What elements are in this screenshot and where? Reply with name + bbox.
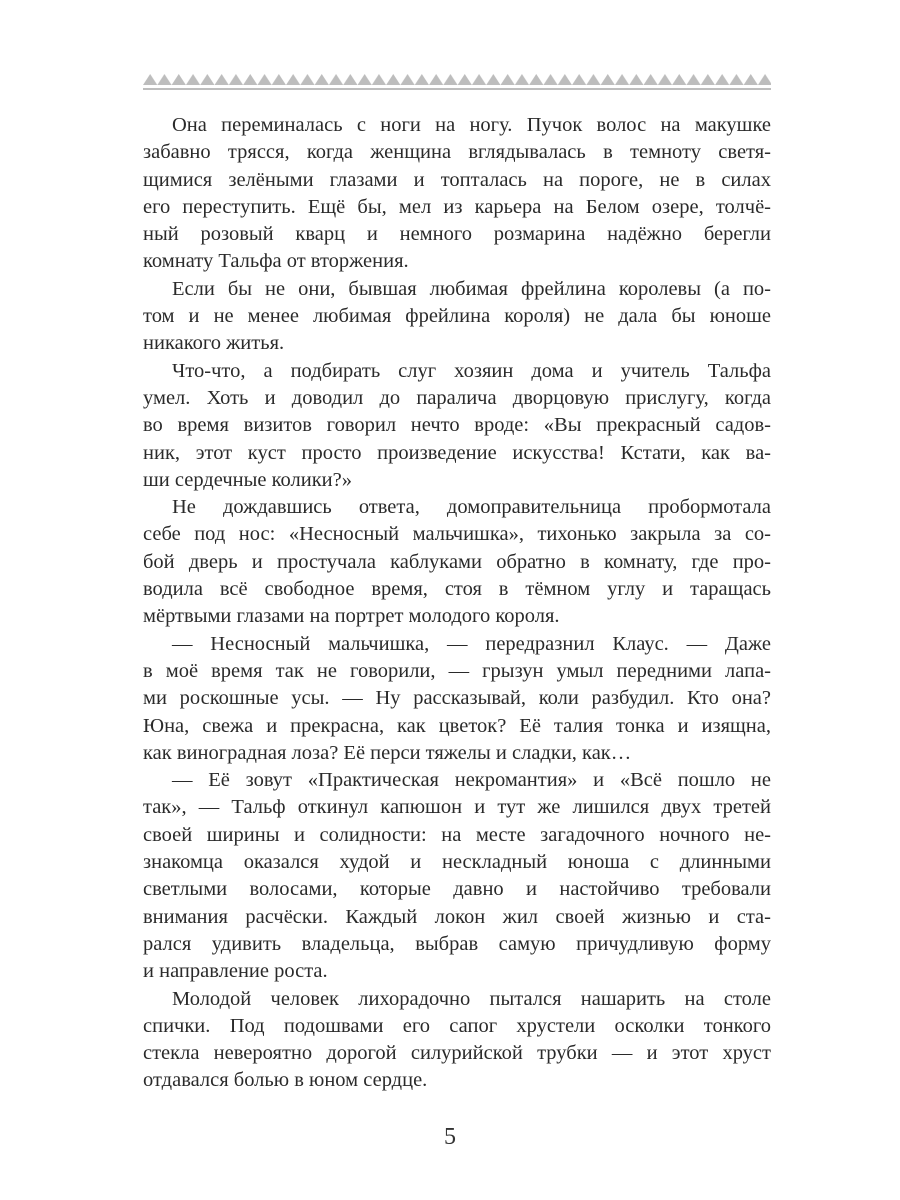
- paragraph: [143, 112, 771, 276]
- paragraph: [143, 494, 771, 630]
- text-line: внимания расчёски. Каждый локон жил своей жизнью и ста-: [143, 905, 771, 928]
- text-line: Не дождавшись ответа, домоправительница пробормотала: [172, 496, 771, 519]
- text-line: умел. Хоть и доводил до паралича дворцовую прислугу, когда: [143, 386, 771, 409]
- text-line: его переступить. Ещё бы, мел из карьера на Белом озере, толчё-: [143, 195, 771, 218]
- text-line: том и не менее любимая фрейлина короля) не дала бы юноше: [143, 305, 771, 328]
- text-line: знакомца оказался худой и нескладный юноша с длинными: [143, 851, 771, 874]
- text-line: своей ширины и солидности: на месте загадочного ночного не-: [143, 823, 771, 846]
- paragraph: [143, 358, 771, 494]
- text-line: в моё время так не говорили, — грызун умыл передними лапа-: [143, 659, 771, 682]
- text-line: рался удивить владельца, выбрав самую причудливую форму: [143, 932, 771, 955]
- paragraph: [143, 986, 771, 1095]
- text-line: стекла невероятно дорогой силурийской трубки — и этот хруст: [143, 1042, 771, 1065]
- text-line: во время визитов говорил нечто вроде: «Вы прекрасный садов-: [143, 414, 771, 437]
- text-line: светлыми волосами, которые давно и настойчиво требовали: [143, 878, 771, 901]
- text-line: Она переминалась с ноги на ногу. Пучок волос на макушке: [172, 114, 771, 136]
- text-line: как виноградная лоза? Её перси тяжелы и сладки, как…: [143, 741, 632, 764]
- paragraph: [143, 767, 771, 985]
- paragraph: [143, 276, 771, 358]
- text-line: ши сердечные колики?»: [143, 468, 352, 491]
- text-line: и направление роста.: [143, 960, 328, 983]
- header-rule: [143, 88, 771, 90]
- text-line: Что-что, а подбирать слуг хозяин дома и учитель Тальфа: [172, 359, 771, 382]
- text-line: отдавался болью в юном сердце.: [143, 1069, 428, 1092]
- text-line: Юна, свежа и прекрасна, как цветок? Её талия тонка и изящна,: [143, 714, 771, 737]
- text-line: Молодой человек лихорадочно пытался нашарить на столе: [172, 987, 771, 1010]
- body-text: [143, 112, 771, 1095]
- text-line: мёртвыми глазами на портрет молодого короля.: [143, 605, 560, 628]
- text-line: так», — Тальф откинул капюшон и тут же лишился двух третей: [143, 796, 771, 819]
- text-line: Если бы не они, бывшая любимая фрейлина королевы (а по-: [172, 277, 771, 300]
- text-line: ный розовый кварц и немного розмарина надёжно берегли: [143, 223, 771, 246]
- text-line: щимися зелёными глазами и топталась на пороге, не в силах: [143, 168, 771, 191]
- header-ornament-triangles: [143, 73, 771, 85]
- text-line: ник, этот куст просто произведение искусства! Кстати, как ва-: [143, 441, 771, 464]
- text-line: спички. Под подошвами его сапог хрустели осколки тонкого: [143, 1014, 771, 1037]
- text-line: ми роскошные усы. — Ну рассказывай, коли разбудил. Кто она?: [143, 687, 771, 710]
- text-line: — Её зовут «Практическая некромантия» и «Всё пошло не: [172, 769, 771, 792]
- text-line: никакого житья.: [143, 332, 285, 355]
- text-line: комнату Тальфа от вторжения.: [143, 250, 409, 273]
- text-line: — Несносный мальчишка, — передразнил Клаус. — Даже: [172, 632, 771, 655]
- text-line: бой дверь и простучала каблуками обратно в комнату, где про-: [143, 550, 771, 573]
- paragraph: [143, 631, 771, 767]
- page-number: 5: [444, 1124, 456, 1150]
- text-line: себе под нос: «Несносный мальчишка», тихонько закрыла за со-: [143, 523, 771, 546]
- text-line: водила всё свободное время, стоя в тёмном углу и таращась: [143, 578, 771, 601]
- text-line: забавно трясся, когда женщина вглядывалась в темноту светя-: [143, 141, 771, 164]
